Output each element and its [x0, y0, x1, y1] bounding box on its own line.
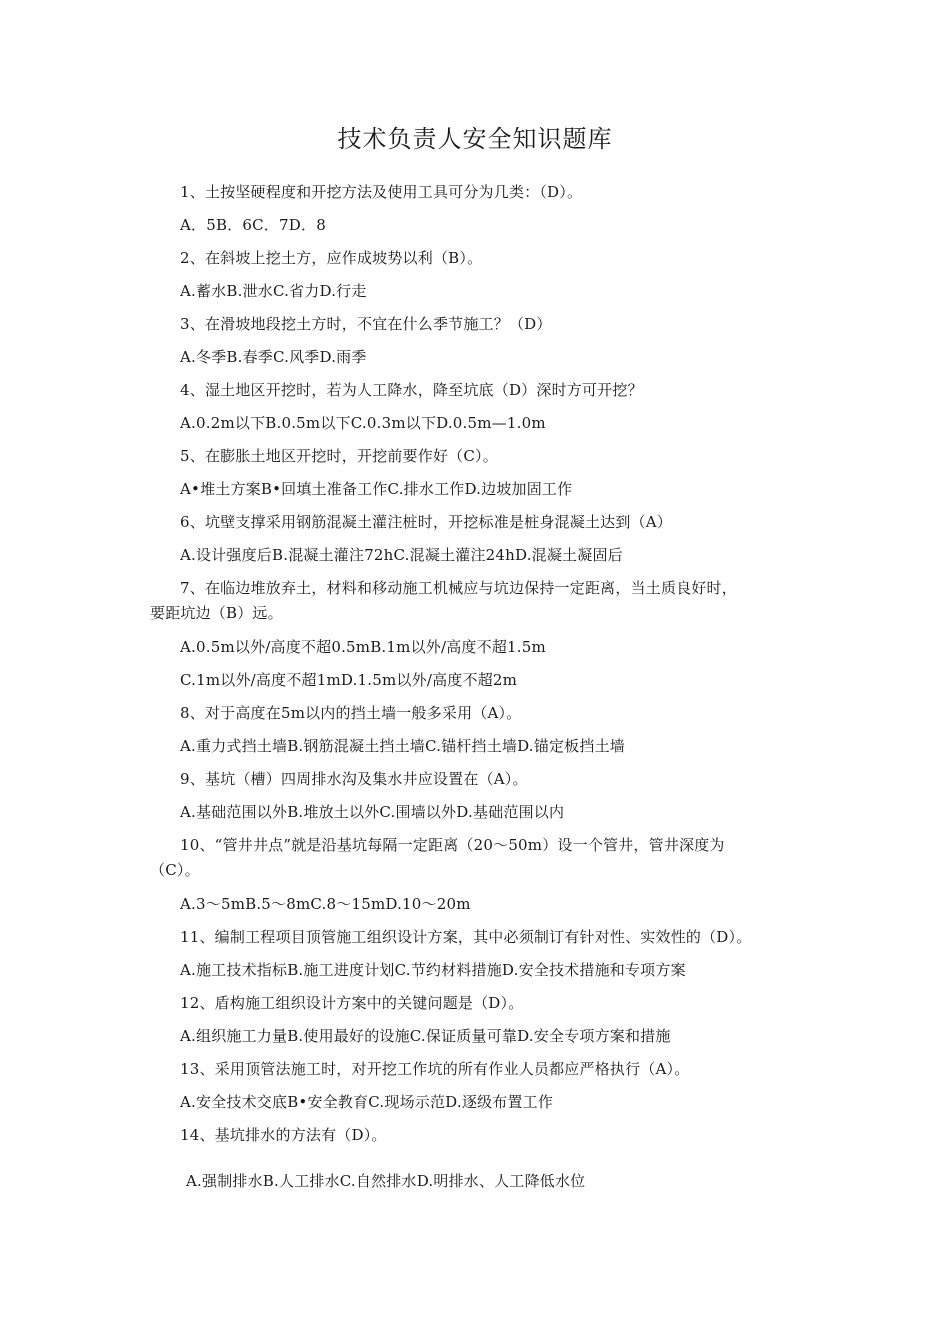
options-11: A.施工技术指标B.施工进度计划C.节约材料措施D.安全技术措施和专项方案	[180, 961, 686, 979]
question-1: 1、土按坚硬程度和开挖方法及使用工具可分为几类：（D）。	[180, 183, 583, 201]
question-9: 9、基坑（槽）四周排水沟及集水井应设置在（A）。	[180, 770, 528, 788]
question-4: 4、湿土地区开挖时，若为人工降水，降至坑底（D）深时方可开挖？	[180, 381, 643, 399]
options-13: A.安全技术交底B•安全教育C.现场示范D.逐级布置工作	[180, 1093, 554, 1111]
question-3: 3、在滑坡地段挖土方时，不宜在什么季节施工？（D）	[180, 315, 552, 333]
options-7-line-2: C.1m以外/高度不超1mD.1.5m以外/高度不超2m	[180, 671, 518, 689]
question-8: 8、对于高度在5m以内的挡土墙一般多采用（A）。	[180, 704, 522, 722]
options-10: A.3〜5mB.5〜8mC.8〜15mD.10〜20m	[180, 895, 471, 913]
options-5: A•堆土方案B•回填土准备工作C.排水工作D.边坡加固工作	[180, 480, 573, 498]
options-4: A.0.2m以下B.0.5m以下C.0.3m以下D.0.5m—1.0m	[180, 414, 546, 432]
document-title: 技术负责人安全知识题库	[337, 125, 613, 153]
question-11: 11、编制工程项目顶管施工组织设计方案，其中必须制订有针对性、实效性的（D）。	[180, 928, 752, 946]
question-2: 2、在斜坡上挖土方，应作成坡势以利（B）。	[180, 249, 483, 267]
question-14: 14、基坑排水的方法有（D）。	[180, 1126, 387, 1144]
options-3: A.冬季B.春季C.风季D.雨季	[180, 348, 367, 366]
question-12: 12、盾构施工组织设计方案中的关键问题是（D）。	[180, 994, 524, 1012]
options-14: A.强制排水B.人工排水C.自然排水D.明排水、人工降低水位	[186, 1172, 586, 1190]
options-6: A.设计强度后B.混凝土灌注72hC.混凝土灌注24hD.混凝土凝固后	[180, 546, 623, 564]
question-6: 6、坑壁支撑采用钢筋混凝土灌注桩时，开挖标准是桩身混凝土达到（A）	[180, 513, 672, 531]
question-5: 5、在膨胀土地区开挖时，开挖前要作好（C）。	[180, 447, 498, 465]
options-8: A.重力式挡土墙B.钢筋混凝土挡土墙C.锚杆挡土墙D.锚定板挡土墙	[180, 737, 625, 755]
options-1: A．5B．6C．7D．8	[180, 216, 326, 234]
question-10: 10、“管井井点”就是沿基坑每隔一定距离（20〜50m）设一个管井，管井深度为	[180, 836, 725, 854]
question-7: 7、在临边堆放弃土，材料和移动施工机械应与坑边保持一定距离，当土质良好时，	[180, 579, 737, 597]
question-13: 13、采用顶管法施工时，对开挖工作坑的所有作业人员都应严格执行（A）。	[180, 1060, 690, 1078]
question-7-continued: 要距坑边（B）远。	[150, 604, 283, 622]
options-7-line-1: A.0.5m以外/高度不超0.5mB.1m以外/高度不超1.5m	[180, 638, 546, 656]
options-12: A.组织施工力量B.使用最好的设施C.保证质量可靠D.安全专项方案和措施	[180, 1027, 671, 1045]
options-9: A.基础范围以外B.堆放土以外C.围墙以外D.基础范围以内	[180, 803, 565, 821]
options-2: A.蓄水B.泄水C.省力D.行走	[180, 282, 367, 300]
question-10-continued: （C）。	[150, 861, 200, 879]
